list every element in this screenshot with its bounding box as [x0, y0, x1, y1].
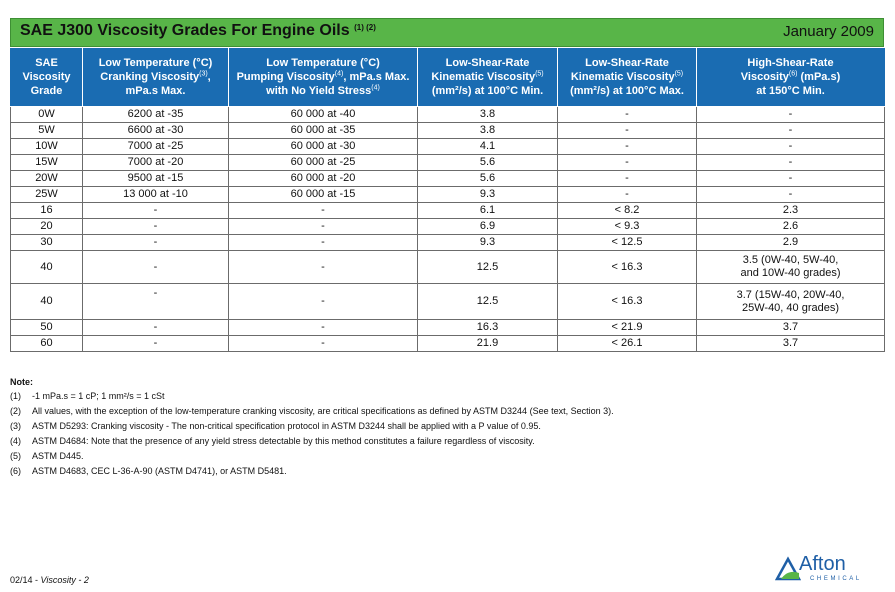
table-header-row — [11, 48, 885, 107]
cell-cranking: - — [83, 251, 229, 284]
table-row — [11, 139, 885, 155]
cell-hths: 2.6 — [697, 219, 885, 235]
header-pumping: Low Temperature (°C) Pumping Viscosity$^{(4)}$, mPa.s Max. with No Yield Stress$^{(4)}$ — [229, 48, 418, 107]
cell-kv-min: 16.3 — [418, 320, 558, 336]
page-title — [20, 22, 376, 40]
afton-logo — [775, 553, 887, 587]
cell-kv-min: 21.9 — [418, 336, 558, 352]
cell-kv-min: 5.6 — [418, 155, 558, 171]
cell-pumping: - — [229, 284, 418, 320]
footer-page: 02/14 - — [10, 575, 41, 585]
cell-grade: 30 — [11, 235, 83, 251]
cell-cranking: 7000 at -20 — [83, 155, 229, 171]
cell-cranking: - — [83, 320, 229, 336]
logo-sub: CHEMICAL — [810, 576, 862, 582]
table-row — [11, 107, 885, 123]
cell-kv-min: 12.5 — [418, 284, 558, 320]
note-number: (2) — [10, 406, 21, 416]
header-hths: High-Shear-Rate Viscosity$^{(6)}$ (mPa.s) at 150°C Min. — [697, 48, 885, 107]
cell-grade: 25W — [11, 187, 83, 203]
table-row — [11, 284, 885, 320]
cell-kv-max: < 16.3 — [558, 251, 697, 284]
cell-cranking: - — [83, 336, 229, 352]
cell-hths: 3.7 — [697, 320, 885, 336]
cell-cranking: - — [83, 203, 229, 219]
table-row — [11, 171, 885, 187]
cell-kv-max: - — [558, 171, 697, 187]
cell-cranking: 13 000 at -10 — [83, 187, 229, 203]
note-item — [10, 391, 614, 406]
cell-cranking: 7000 at -25 — [83, 139, 229, 155]
header-cranking: Low Temperature (°C) Cranking Viscosity$^{(3)}$, mPa.s Max. — [83, 48, 229, 107]
cell-kv-max: < 21.9 — [558, 320, 697, 336]
cell-grade: 60 — [11, 336, 83, 352]
note-item — [10, 421, 614, 436]
cell-pumping: - — [229, 219, 418, 235]
cell-kv-max: < 9.3 — [558, 219, 697, 235]
table-row — [11, 235, 885, 251]
title-date: January 2009 — [783, 23, 874, 40]
cell-kv-max: - — [558, 107, 697, 123]
notes-section — [10, 377, 614, 481]
cell-pumping: 60 000 at -40 — [229, 107, 418, 123]
note-number: (6) — [10, 466, 21, 476]
cell-grade: 40 — [11, 284, 83, 320]
page-footer — [10, 575, 89, 585]
cell-pumping: 60 000 at -30 — [229, 139, 418, 155]
cell-pumping: - — [229, 320, 418, 336]
cell-kv-min: 9.3 — [418, 235, 558, 251]
cell-pumping: 60 000 at -15 — [229, 187, 418, 203]
note-number: (5) — [10, 451, 21, 461]
note-number: (3) — [10, 421, 21, 431]
cell-grade: 15W — [11, 155, 83, 171]
hths-line-1: 3.5 (0W-40, 5W-40, — [742, 254, 839, 266]
note-item — [10, 451, 614, 466]
note-item — [10, 406, 614, 421]
cell-kv-min: 6.9 — [418, 219, 558, 235]
cell-pumping: - — [229, 336, 418, 352]
cell-hths: - — [697, 155, 885, 171]
cell-kv-max: - — [558, 155, 697, 171]
cell-grade: 16 — [11, 203, 83, 219]
cell-grade: 20W — [11, 171, 83, 187]
cell-kv-min: 3.8 — [418, 107, 558, 123]
cell-hths: - — [697, 123, 885, 139]
note-text: -1 mPa.s = 1 cP; 1 mm²/s = 1 cSt — [32, 391, 165, 401]
note-text: ASTM D445. — [32, 451, 84, 461]
cell-hths — [697, 251, 885, 284]
cell-hths: 3.7 — [697, 336, 885, 352]
title-bar — [10, 18, 884, 47]
cell-kv-min: 4.1 — [418, 139, 558, 155]
notes-heading: Note: — [10, 377, 33, 387]
cell-cranking: 6200 at -35 — [83, 107, 229, 123]
note-item — [10, 436, 614, 451]
cell-hths: 2.3 — [697, 203, 885, 219]
note-item — [10, 466, 614, 481]
cell-grade: 10W — [11, 139, 83, 155]
note-text: All values, with the exception of the low-temperature cranking viscosity, are critical specifications as defined by ASTM D3244 (See text, Section 3). — [32, 406, 614, 416]
header-sae-grade: SAE Viscosity Grade — [11, 48, 83, 107]
cell-pumping: - — [229, 203, 418, 219]
note-text: ASTM D5293: Cranking viscosity - The non-critical specification protocol in ASTM D3244 shall be applied with a P value of 0.95. — [32, 421, 541, 431]
cell-pumping: 60 000 at -20 — [229, 171, 418, 187]
cell-kv-max: < 26.1 — [558, 336, 697, 352]
cell-hths: - — [697, 171, 885, 187]
cell-pumping: - — [229, 235, 418, 251]
cell-hths — [697, 284, 885, 320]
cell-cranking: 6600 at -30 — [83, 123, 229, 139]
table-row — [11, 320, 885, 336]
cell-cranking: 9500 at -15 — [83, 171, 229, 187]
hths-line-2: and 10W-40 grades) — [740, 267, 841, 279]
cell-kv-max: < 12.5 — [558, 235, 697, 251]
cell-cranking: - — [83, 219, 229, 235]
note-text: ASTM D4684: Note that the presence of any yield stress detectable by this method constitutes a failure regardless of viscosity. — [32, 436, 535, 446]
table-row — [11, 203, 885, 219]
cell-grade: 5W — [11, 123, 83, 139]
cell-hths: - — [697, 107, 885, 123]
afton-logo-icon — [775, 555, 801, 581]
cell-grade: 20 — [11, 219, 83, 235]
table-row — [11, 219, 885, 235]
table-row — [11, 336, 885, 352]
cell-kv-min: 3.8 — [418, 123, 558, 139]
header-kv-max: Low-Shear-Rate Kinematic Viscosity$^{(5)}$ (mm²/s) at 100°C Max. — [558, 48, 697, 107]
cell-hths: - — [697, 187, 885, 203]
cell-kv-max: - — [558, 187, 697, 203]
hths-line-1: 3.7 (15W-40, 20W-40, — [736, 288, 845, 301]
title-refs: (1) (2) — [354, 23, 376, 32]
title-text: SAE J300 Viscosity Grades For Engine Oils — [20, 22, 350, 39]
cell-kv-min: 9.3 — [418, 187, 558, 203]
cell-grade: 0W — [11, 107, 83, 123]
table-row — [11, 251, 885, 284]
table-row — [11, 123, 885, 139]
viscosity-table — [10, 48, 885, 352]
cell-kv-max: < 8.2 — [558, 203, 697, 219]
cell-hths: 2.9 — [697, 235, 885, 251]
hths-line-2: 25W-40, 40 grades) — [741, 301, 840, 314]
cell-pumping: 60 000 at -25 — [229, 155, 418, 171]
note-text: ASTM D4683, CEC L-36-A-90 (ASTM D4741), or ASTM D5481. — [32, 466, 287, 476]
cell-pumping: 60 000 at -35 — [229, 123, 418, 139]
cell-kv-min: 5.6 — [418, 171, 558, 187]
cell-grade: 50 — [11, 320, 83, 336]
logo-text: Afton — [799, 553, 846, 575]
cell-cranking: - — [83, 235, 229, 251]
note-number: (1) — [10, 391, 21, 401]
cell-kv-min: 12.5 — [418, 251, 558, 284]
cell-kv-min: 6.1 — [418, 203, 558, 219]
cell-grade: 40 — [11, 251, 83, 284]
cell-hths: - — [697, 139, 885, 155]
cell-cranking: - — [83, 284, 229, 320]
cell-kv-max: - — [558, 123, 697, 139]
cell-kv-max: - — [558, 139, 697, 155]
note-number: (4) — [10, 436, 21, 446]
table-row — [11, 155, 885, 171]
cell-kv-max: < 16.3 — [558, 284, 697, 320]
table-row — [11, 187, 885, 203]
header-kv-min: Low-Shear-Rate Kinematic Viscosity$^{(5)}$ (mm²/s) at 100°C Min. — [418, 48, 558, 107]
footer-section: Viscosity - 2 — [40, 575, 89, 585]
cell-pumping: - — [229, 251, 418, 284]
